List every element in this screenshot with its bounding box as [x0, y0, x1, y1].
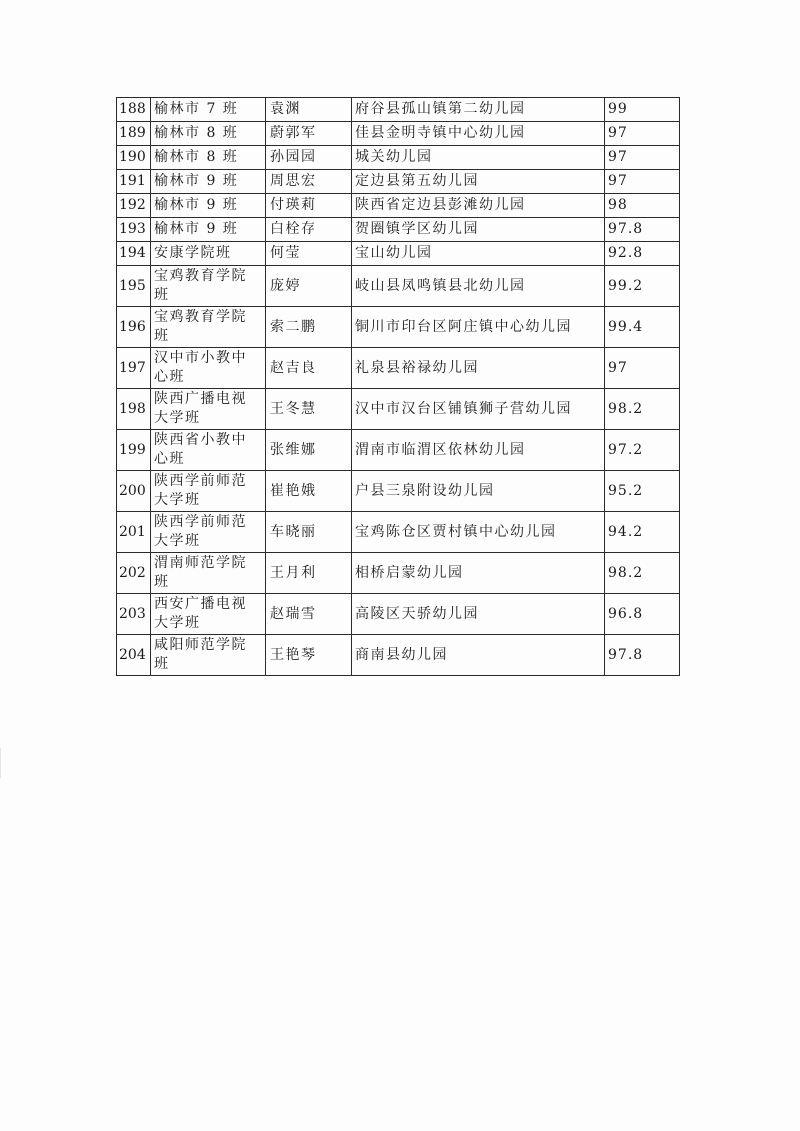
table-row [117, 218, 680, 242]
scan-edge-mark [0, 748, 1, 778]
person-name: 何莹 [266, 242, 352, 266]
table-row [117, 98, 680, 122]
school-name: 高陵区天骄幼儿园 [352, 594, 605, 635]
class-name: 汉中市小教中心班 [151, 348, 266, 389]
score: 99.4 [605, 307, 680, 348]
row-number: 195 [117, 266, 151, 307]
person-name: 周思宏 [266, 170, 352, 194]
person-name: 张维娜 [266, 430, 352, 471]
score: 97.2 [605, 430, 680, 471]
person-name: 车晓丽 [266, 512, 352, 553]
school-name: 府谷县孤山镇第二幼儿园 [352, 98, 605, 122]
school-name: 城关幼儿园 [352, 146, 605, 170]
row-number: 192 [117, 194, 151, 218]
class-name: 陕西学前师范大学班 [151, 471, 266, 512]
class-name: 陕西省小教中心班 [151, 430, 266, 471]
person-name: 王月利 [266, 553, 352, 594]
table-row [117, 170, 680, 194]
table-row [117, 389, 680, 430]
row-number: 189 [117, 122, 151, 146]
school-name: 宝鸡陈仓区贾村镇中心幼儿园 [352, 512, 605, 553]
row-number: 203 [117, 594, 151, 635]
class-name: 安康学院班 [151, 242, 266, 266]
person-name: 赵吉良 [266, 348, 352, 389]
score: 97.8 [605, 218, 680, 242]
score: 97 [605, 122, 680, 146]
row-number: 200 [117, 471, 151, 512]
row-number: 191 [117, 170, 151, 194]
school-name: 户县三泉附设幼儿园 [352, 471, 605, 512]
person-name: 王艳琴 [266, 635, 352, 676]
person-name: 崔艳娥 [266, 471, 352, 512]
score: 99 [605, 98, 680, 122]
school-name: 渭南市临渭区依林幼儿园 [352, 430, 605, 471]
table-row [117, 348, 680, 389]
school-name: 礼泉县裕禄幼儿园 [352, 348, 605, 389]
row-number: 194 [117, 242, 151, 266]
score: 96.8 [605, 594, 680, 635]
row-number: 199 [117, 430, 151, 471]
person-name: 庞婷 [266, 266, 352, 307]
class-name: 宝鸡教育学院班 [151, 307, 266, 348]
school-name: 贺圈镇学区幼儿园 [352, 218, 605, 242]
score: 98 [605, 194, 680, 218]
score: 98.2 [605, 553, 680, 594]
school-name: 宝山幼儿园 [352, 242, 605, 266]
school-name: 岐山县凤鸣镇县北幼儿园 [352, 266, 605, 307]
score: 97 [605, 146, 680, 170]
class-name: 渭南师范学院班 [151, 553, 266, 594]
class-name: 西安广播电视大学班 [151, 594, 266, 635]
school-name: 汉中市汉台区铺镇狮子营幼儿园 [352, 389, 605, 430]
row-number: 190 [117, 146, 151, 170]
score: 99.2 [605, 266, 680, 307]
class-name: 榆林市 7 班 [151, 98, 266, 122]
row-number: 188 [117, 98, 151, 122]
class-name: 榆林市 8 班 [151, 146, 266, 170]
table-row [117, 471, 680, 512]
score: 92.8 [605, 242, 680, 266]
class-name: 咸阳师范学院班 [151, 635, 266, 676]
row-number: 193 [117, 218, 151, 242]
row-number: 201 [117, 512, 151, 553]
row-number: 202 [117, 553, 151, 594]
table-row [117, 307, 680, 348]
score: 94.2 [605, 512, 680, 553]
class-name: 宝鸡教育学院班 [151, 266, 266, 307]
table-row [117, 512, 680, 553]
person-name: 袁渊 [266, 98, 352, 122]
person-name: 赵瑞雪 [266, 594, 352, 635]
row-number: 198 [117, 389, 151, 430]
person-name: 蔚郭军 [266, 122, 352, 146]
roster-table [116, 97, 680, 676]
table-row [117, 594, 680, 635]
person-name: 王冬慧 [266, 389, 352, 430]
school-name: 相桥启蒙幼儿园 [352, 553, 605, 594]
score: 95.2 [605, 471, 680, 512]
table-row [117, 194, 680, 218]
person-name: 付瑛莉 [266, 194, 352, 218]
school-name: 铜川市印台区阿庄镇中心幼儿园 [352, 307, 605, 348]
table-row [117, 242, 680, 266]
score: 98.2 [605, 389, 680, 430]
school-name: 佳县金明寺镇中心幼儿园 [352, 122, 605, 146]
table-row [117, 635, 680, 676]
class-name: 陕西广播电视大学班 [151, 389, 266, 430]
table-row [117, 553, 680, 594]
school-name: 定边县第五幼儿园 [352, 170, 605, 194]
person-name: 白栓存 [266, 218, 352, 242]
table-row [117, 430, 680, 471]
table-row [117, 266, 680, 307]
class-name: 榆林市 9 班 [151, 194, 266, 218]
row-number: 204 [117, 635, 151, 676]
score: 97 [605, 348, 680, 389]
class-name: 榆林市 9 班 [151, 218, 266, 242]
class-name: 榆林市 8 班 [151, 122, 266, 146]
row-number: 197 [117, 348, 151, 389]
class-name: 陕西学前师范大学班 [151, 512, 266, 553]
school-name: 陕西省定边县彭滩幼儿园 [352, 194, 605, 218]
row-number: 196 [117, 307, 151, 348]
score: 97.8 [605, 635, 680, 676]
class-name: 榆林市 9 班 [151, 170, 266, 194]
score: 97 [605, 170, 680, 194]
table-row [117, 122, 680, 146]
school-name: 商南县幼儿园 [352, 635, 605, 676]
person-name: 索二鹏 [266, 307, 352, 348]
person-name: 孙园园 [266, 146, 352, 170]
table-row [117, 146, 680, 170]
